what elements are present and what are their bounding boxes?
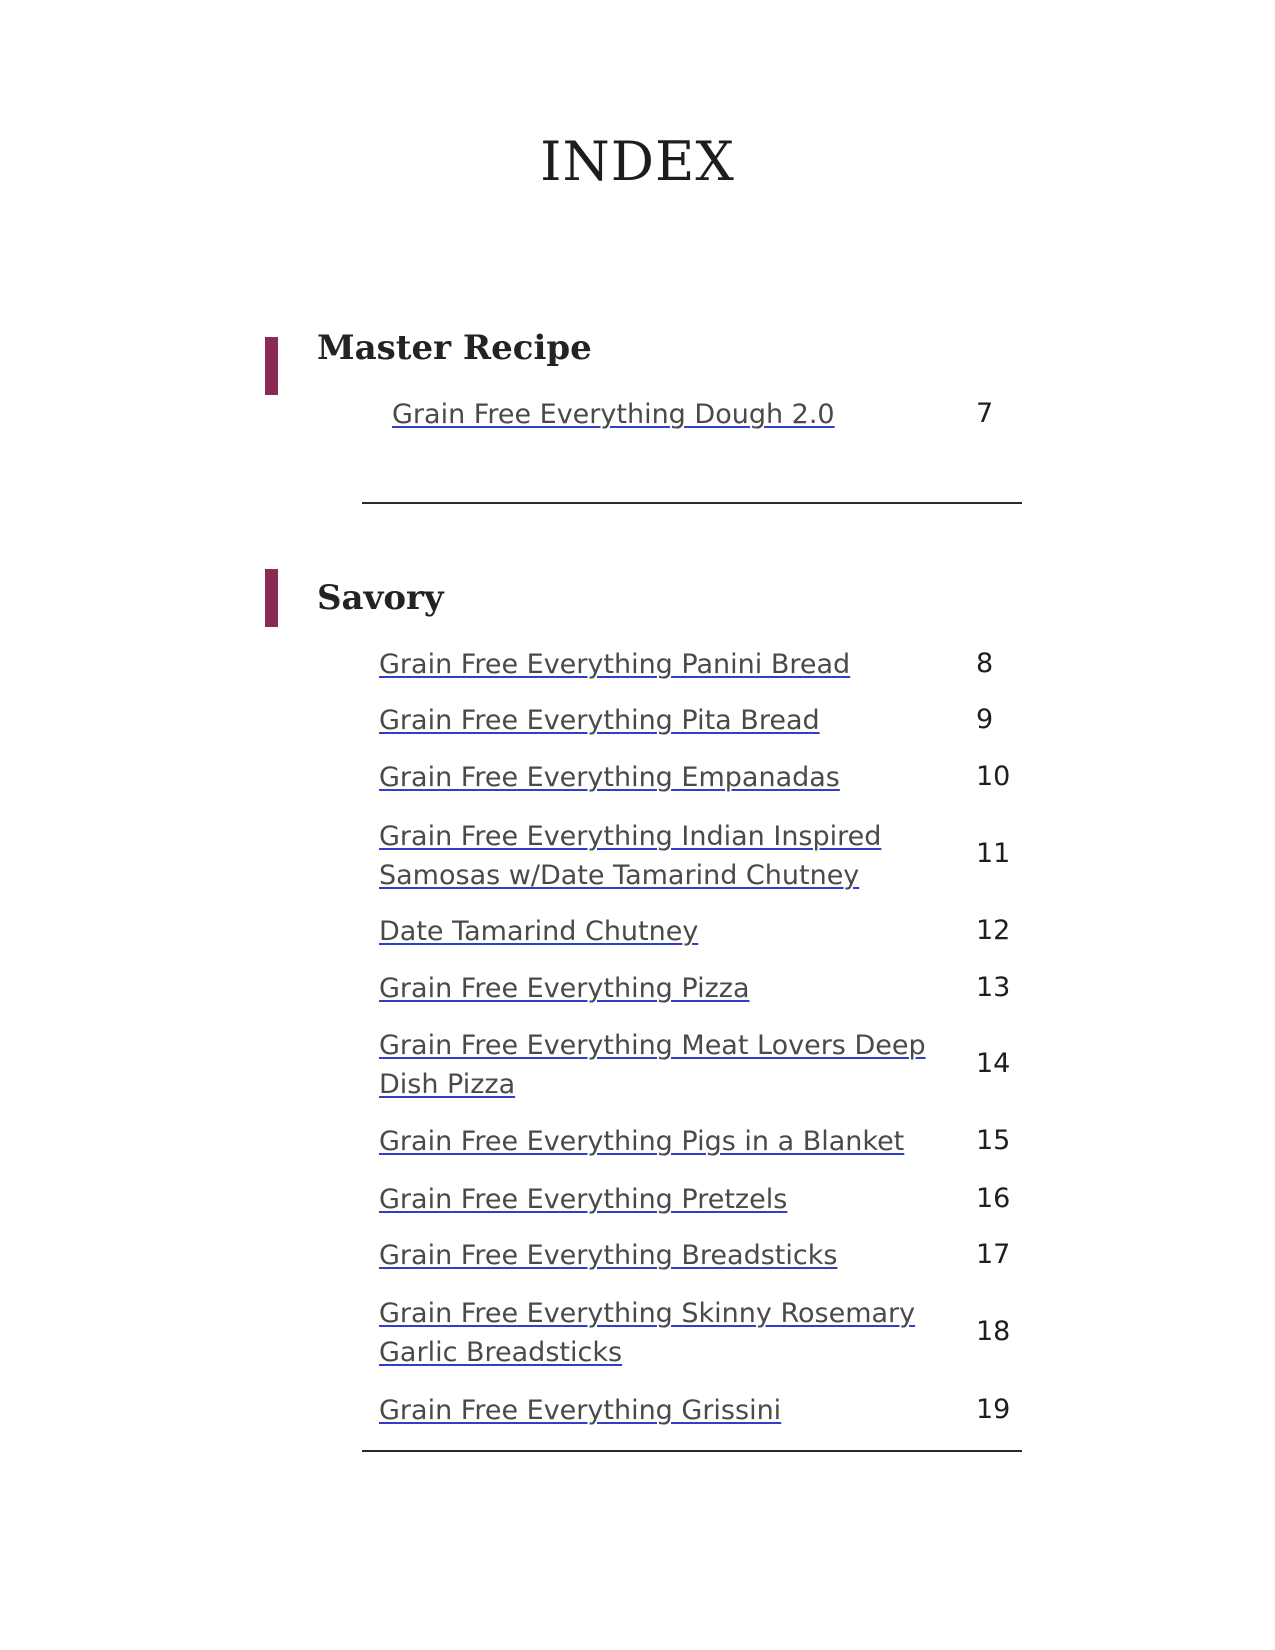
recipe-link[interactable]: Grain Free Everything Skinny Rosemary Garlic Breadsticks: [379, 1298, 916, 1368]
page-number: 8: [976, 648, 994, 679]
section-title-savory: Savory: [317, 578, 444, 618]
page-number: 7: [976, 398, 994, 429]
page-number: 18: [976, 1316, 1011, 1347]
page-title: INDEX: [540, 130, 735, 193]
index-entry: [379, 1122, 939, 1161]
index-entry: [379, 1180, 939, 1219]
index-entry: [379, 1026, 939, 1104]
recipe-link[interactable]: Grain Free Everything Panini Bread: [379, 649, 851, 680]
page-number: 10: [976, 761, 1011, 792]
recipe-link[interactable]: Grain Free Everything Pretzels: [379, 1184, 788, 1215]
page-number: 17: [976, 1239, 1011, 1270]
recipe-link[interactable]: Grain Free Everything Indian Inspired Samosas w/Date Tamarind Chutney: [379, 821, 882, 891]
page-number: 12: [976, 915, 1011, 946]
page-number: 19: [976, 1394, 1011, 1425]
recipe-link[interactable]: Grain Free Everything Dough 2.0: [392, 399, 835, 430]
section-accent-bar: [265, 337, 278, 395]
index-entry: [379, 1236, 939, 1275]
recipe-link[interactable]: Grain Free Everything Pizza: [379, 973, 750, 1004]
recipe-link[interactable]: Grain Free Everything Breadsticks: [379, 1240, 838, 1271]
index-entry: [379, 758, 939, 797]
section-accent-bar: [265, 569, 278, 627]
index-entry: [379, 1294, 939, 1372]
recipe-link[interactable]: Grain Free Everything Grissini: [379, 1395, 782, 1426]
index-entry: [392, 395, 1012, 434]
index-entry: [379, 969, 939, 1008]
page-number: 14: [976, 1048, 1011, 1079]
page-number: 16: [976, 1183, 1011, 1214]
recipe-link[interactable]: Grain Free Everything Pigs in a Blanket: [379, 1126, 905, 1157]
section-divider: [362, 502, 1022, 504]
page-number: 11: [976, 838, 1011, 869]
recipe-link[interactable]: Date Tamarind Chutney: [379, 916, 699, 947]
section-title-master-recipe: Master Recipe: [317, 328, 592, 368]
index-entry: [379, 1391, 939, 1430]
page-number: 13: [976, 972, 1011, 1003]
recipe-link[interactable]: Grain Free Everything Empanadas: [379, 762, 840, 793]
recipe-link[interactable]: Grain Free Everything Pita Bread: [379, 705, 820, 736]
index-entry: [379, 817, 939, 895]
page-number: 9: [976, 704, 994, 735]
section-divider: [362, 1450, 1022, 1452]
recipe-link[interactable]: Grain Free Everything Meat Lovers Deep Dish Pizza: [379, 1030, 926, 1100]
index-entry: [379, 701, 939, 740]
index-entry: [379, 912, 939, 951]
page-number: 15: [976, 1125, 1011, 1156]
index-entry: [379, 645, 939, 684]
